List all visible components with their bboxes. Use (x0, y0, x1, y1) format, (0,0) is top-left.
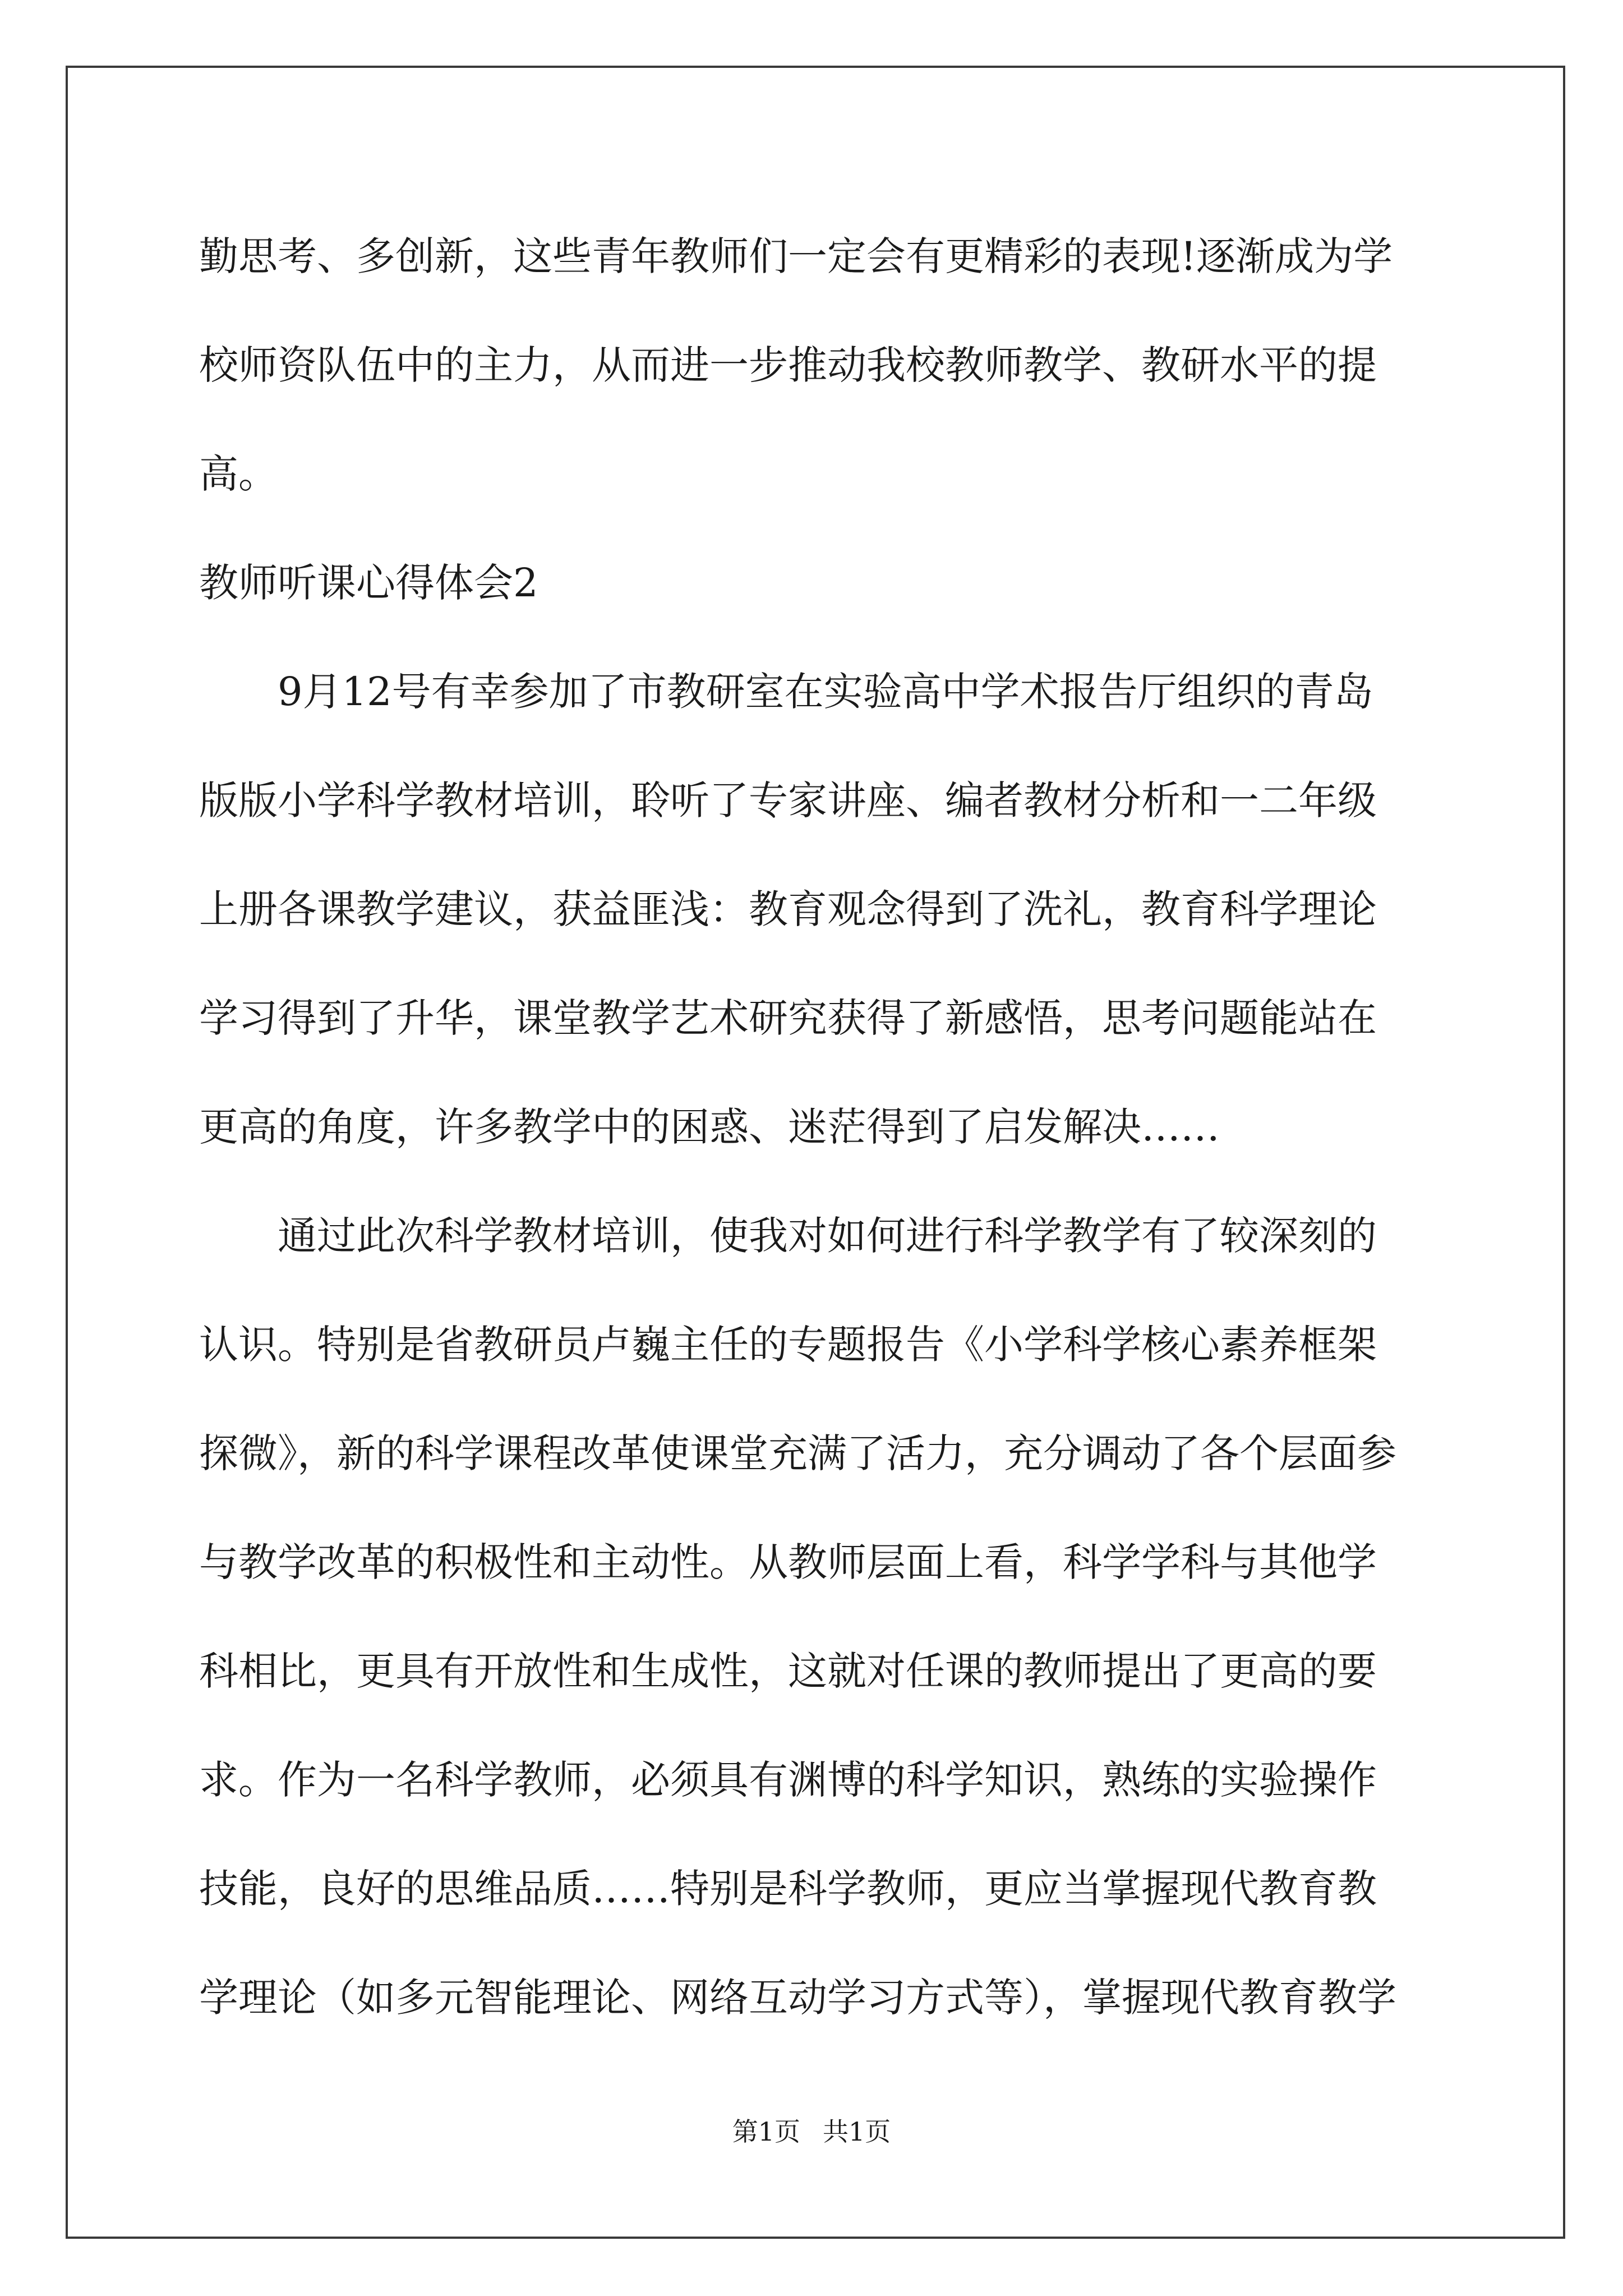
text-line: 认识。特别是省教研员卢巍主任的专题报告《小学科学核心素养框架 (199, 1322, 1377, 1368)
text-line: 校师资队伍中的主力，从而进一步推动我校教师教学、教研水平的提 (199, 342, 1377, 388)
section-heading: 教师听课心得体会2 (199, 560, 538, 606)
text-line: 学理论（如多元智能理论、网络互动学习方式等），掌握现代教育教学 (199, 1975, 1396, 2021)
text-line: 求。作为一名科学教师，必须具有渊博的科学知识，熟练的实验操作 (199, 1757, 1377, 1803)
paragraph-first-line: 通过此次科学教材培训，使我对如何进行科学教学有了较深刻的 (278, 1213, 1377, 1259)
text-line: 与教学改革的积极性和主动性。从教师层面上看，科学学科与其他学 (199, 1539, 1377, 1585)
text-line: 更高的角度，许多教学中的困惑、迷茫得到了启发解决…… (199, 1104, 1220, 1150)
page-total: 共1页 (823, 2116, 891, 2147)
text-line: 探微》，新的科学课程改革使课堂充满了活力，充分调动了各个层面参 (199, 1430, 1396, 1476)
text-line: 版版小学科学教材培训，聆听了专家讲座、编者教材分析和一二年级 (199, 777, 1377, 823)
text-line: 勤思考、多创新，这些青年教师们一定会有更精彩的表现!逐渐成为学 (199, 233, 1393, 279)
paragraph-first-line: 9月12号有幸参加了市教研室在实验高中学术报告厅组织的青岛 (278, 669, 1373, 715)
text-line: 科相比，更具有开放性和生成性，这就对任课的教师提出了更高的要 (199, 1648, 1377, 1694)
page-footer (0, 2115, 1623, 2148)
text-line: 上册各课教学建议，获益匪浅：教育观念得到了洗礼，教育科学理论 (199, 886, 1377, 932)
document-body (199, 202, 1433, 2052)
text-line: 学习得到了升华，课堂教学艺术研究获得了新感悟，思考问题能站在 (199, 995, 1377, 1041)
page-number: 第1页 (732, 2116, 800, 2147)
text-line: 技能，良好的思维品质……特别是科学教师，更应当掌握现代教育教 (199, 1866, 1377, 1912)
text-line: 高。 (199, 451, 278, 497)
